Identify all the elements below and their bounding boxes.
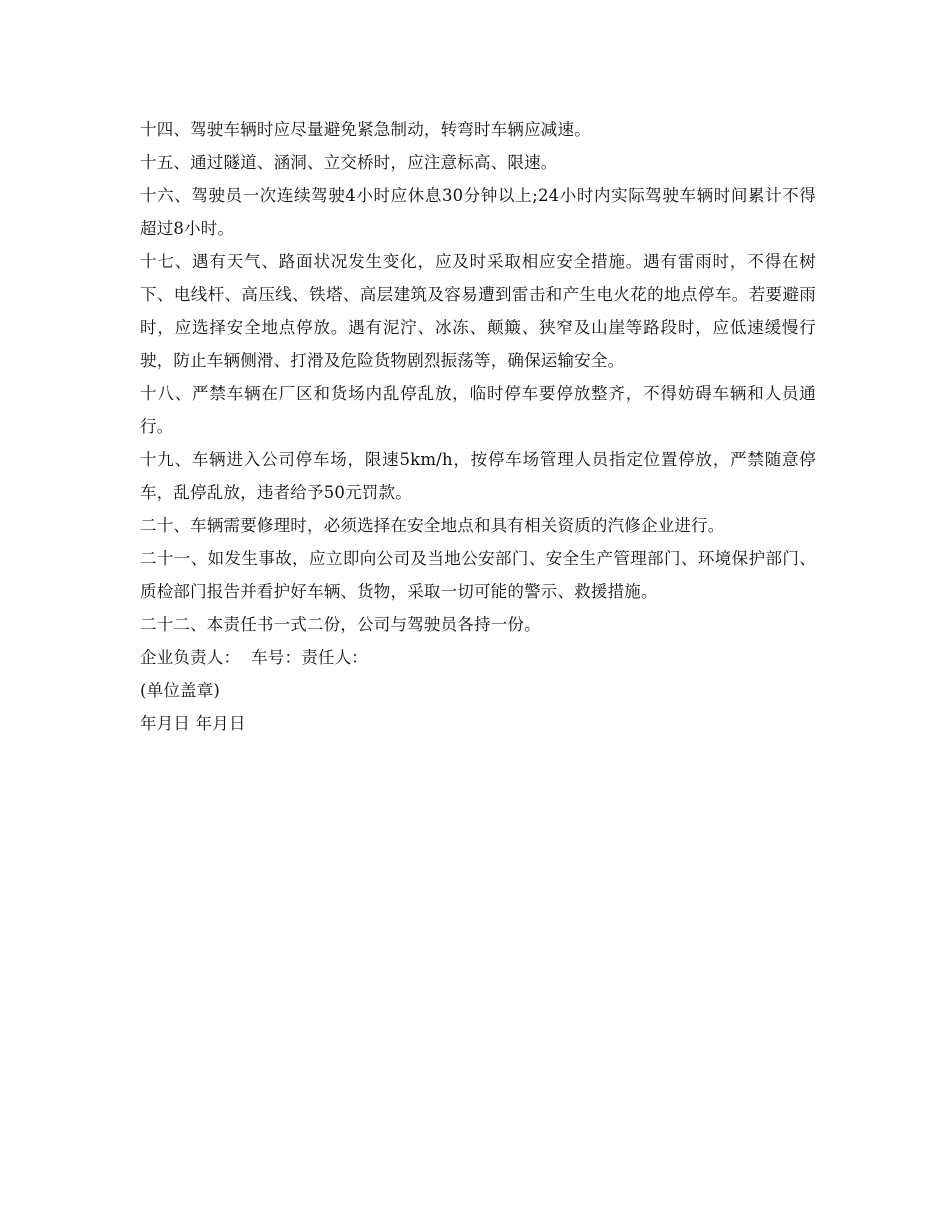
clause-19: 十九、车辆进入公司停车场，限速5km/h，按停车场管理人员指定位置停放，严禁随意停车，乱停乱放，违者给予50元罚款。 [140, 450, 816, 502]
signature-line: 企业负责人： 车号：责任人： [140, 648, 368, 667]
clause-14: 十四、驾驶车辆时应尽量避免紧急制动，转弯时车辆应减速。 [140, 120, 591, 139]
clause-18: 十八、严禁车辆在厂区和货场内乱停乱放，临时停车要停放整齐，不得妨碍车辆和人员通行。 [140, 384, 816, 436]
date-line: 年月日 年月日 [140, 714, 246, 733]
document-body [140, 113, 816, 740]
clause-22: 二十二、本责任书一式二份，公司与驾驶员各持一份。 [140, 615, 541, 634]
clause-16: 十六、驾驶员一次连续驾驶4小时应休息30分钟以上;24小时内实际驾驶车辆时间累计不得超过8小时。 [140, 186, 816, 238]
clause-15: 十五、通过隧道、涵洞、立交桥时，应注意标高、限速。 [140, 153, 558, 172]
clause-20: 二十、车辆需要修理时，必须选择在安全地点和具有相关资质的汽修企业进行。 [140, 516, 725, 535]
clause-21: 二十一、如发生事故，应立即向公司及当地公安部门、安全生产管理部门、环境保护部门、质检部门报告并看护好车辆、货物，采取一切可能的警示、救援措施。 [140, 549, 816, 601]
seal-label: (单位盖章) [140, 681, 221, 700]
clause-17: 十七、遇有天气、路面状况发生变化，应及时采取相应安全措施。遇有雷雨时，不得在树下、电线杆、高压线、铁塔、高层建筑及容易遭到雷击和产生电火花的地点停车。若要避雨时，应选择安全地点停放。遇有泥泞、冰冻、颠簸、狭窄及山崖等路段时，应低速缓慢行驶，防止车辆侧滑、打滑及危险货物剧烈振荡等，确保运输安全。 [140, 252, 816, 370]
